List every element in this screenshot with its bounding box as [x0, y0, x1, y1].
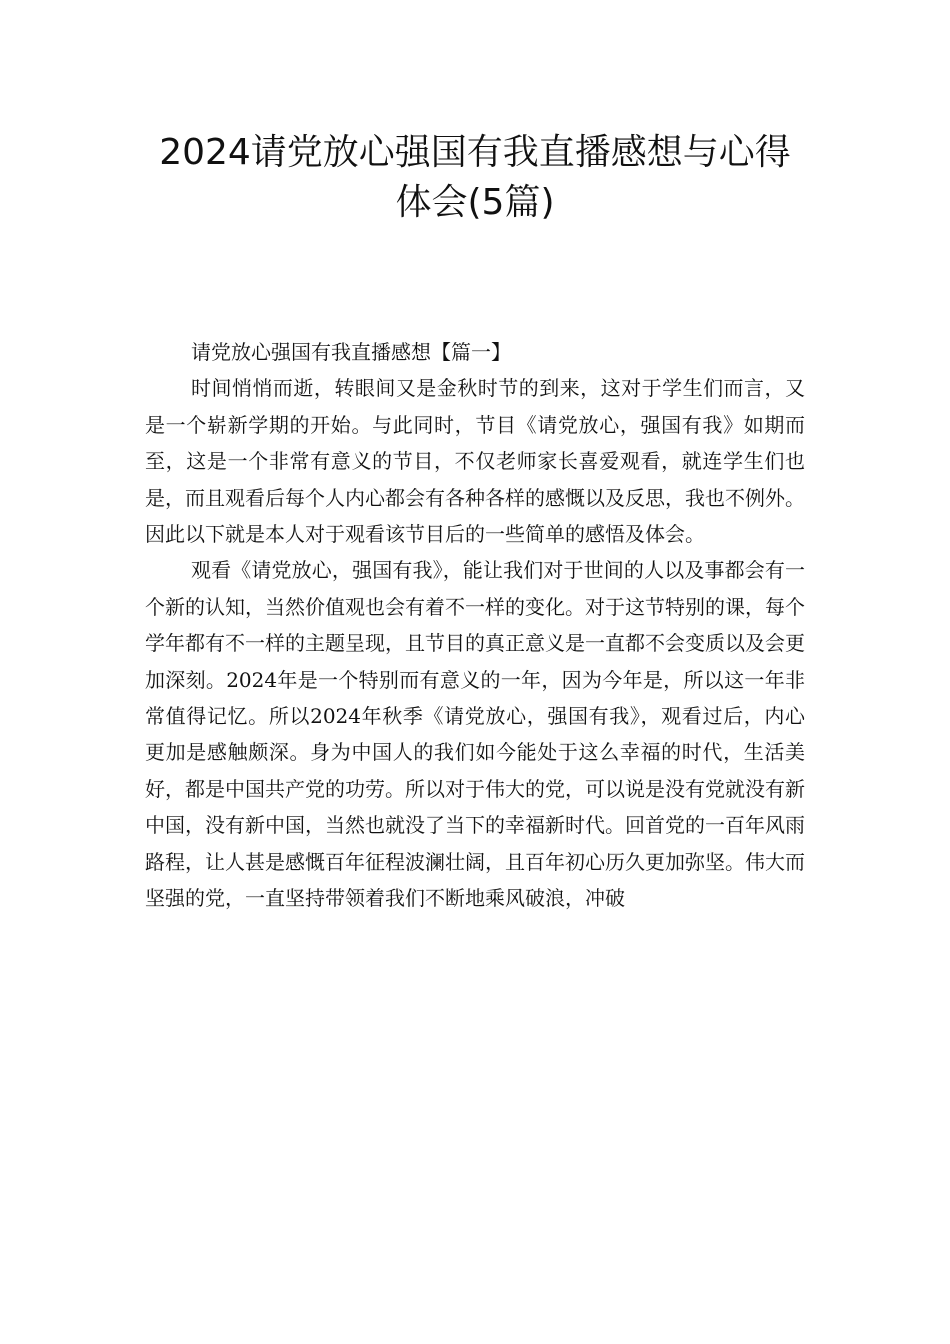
section-heading: 请党放心强国有我直播感想【篇一】: [191, 340, 511, 364]
document-title: [100, 128, 850, 228]
document-title-line-1: 2024请党放心强国有我直播感想与心得: [159, 132, 791, 173]
paragraph-1: 时间悄悄而逝，转眼间又是金秋时节的到来，这对于学生们而言，又是一个崭新学期的开始。与此同时，节目《请党放心，强国有我》如期而至，这是一个非常有意义的节目，不仅老师家长喜爱观看，就连学生们也是，而且观看后每个人内心都会有各种各样的感慨以及反思，我也不例外。因此以下就是本人对于观看该节目后的一些简单的感悟及体会。: [145, 376, 805, 547]
document-body: [145, 334, 805, 917]
document-title-line-2: 体会(5篇): [395, 182, 555, 223]
paragraph-2: 观看《请党放心，强国有我》，能让我们对于世间的人以及事都会有一个新的认知，当然价值观也会有着不一样的变化。对于这节特别的课，每个学年都有不一样的主题呈现，且节目的真正意义是一直都不会变质以及会更加深刻。2024年是一个特别而有意义的一年，因为今年是，所以这一年非常值得记忆。所以2024年秋季《请党放心，强国有我》，观看过后，内心更加是感触颇深。身为中国人的我们如今能处于这么幸福的时代，生活美好，都是中国共产党的功劳。所以对于伟大的党，可以说是没有党就没有新中国，没有新中国，当然也就没了当下的幸福新时代。回首党的一百年风雨路程，让人甚是感慨百年征程波澜壮阔，且百年初心历久更加弥坚。伟大而坚强的党，一直坚持带领着我们不断地乘风破浪，冲破: [145, 558, 805, 911]
